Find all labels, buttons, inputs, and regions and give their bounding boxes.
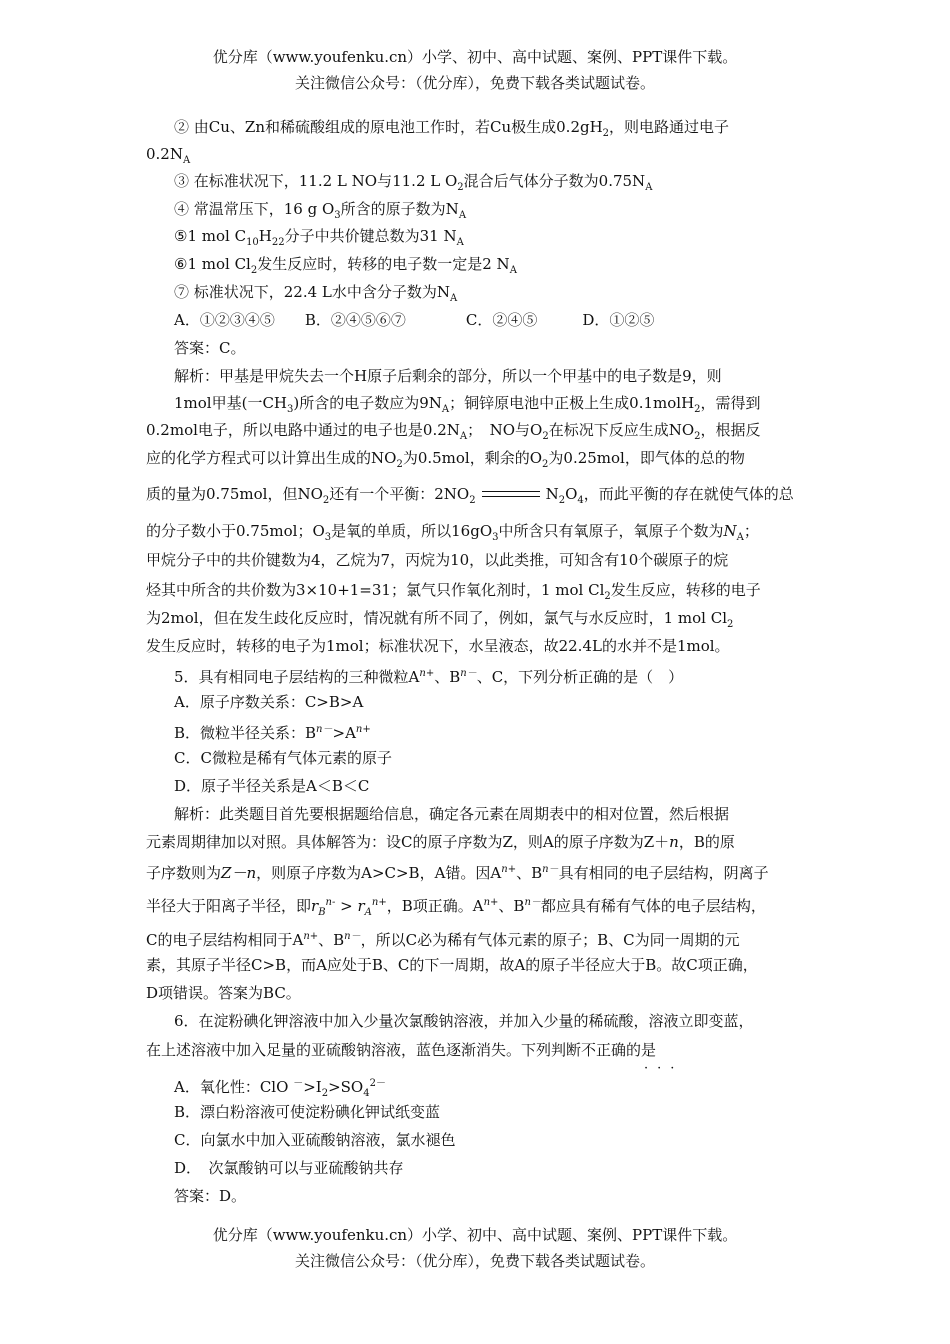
q4-analysis-line-10: 发生反应时，转移的电子为1mol；标准状况下，水呈液态，故22.4L的水并不是1mol。 xyxy=(146,637,730,655)
equilibrium-arrow xyxy=(482,488,540,502)
header-line-1: 优分库（www.youfenku.cn）小学、初中、高中试题、案例、PPT课件下载。 xyxy=(212,48,738,66)
q6-option-a: A．氧化性：ClO $^->I_2>SO_4^{2-}$ xyxy=(174,1078,386,1099)
q5-analysis-line-1: 解析：此类题目首先要根据题给信息，确定各元素在周期表中的相对位置，然后根据 xyxy=(174,805,730,823)
emphasis-dots: ··· xyxy=(644,1061,684,1076)
q5-option-b: B．微粒半径关系：$B^{n-}>A^{n+}$ xyxy=(174,724,371,742)
q5-analysis-line-2: 元素周期律加以对照。具体解答为：设C的原子序数为Z，则A的原子序数为Z＋n，B的原 xyxy=(146,833,735,851)
q5-stem: 5．具有相同电子层结构的三种微粒$A^{n+}$、$B^{n-}$、C，下列分析正确的是（ ） xyxy=(174,668,684,686)
footer-line-1: 优分库（www.youfenku.cn）小学、初中、高中试题、案例、PPT课件下载。 xyxy=(212,1226,738,1244)
q5-option-c: C．C微粒是稀有气体元素的原子 xyxy=(174,749,392,767)
q4-analysis-line-6: 的分子数小于0.75mol；$O_3$是氧的单质，所以$16gO_3$中所含只有氧原子，氧原子个数为$N_A$； xyxy=(146,522,759,543)
q6-stem-line-1: 6．在淀粉碘化钾溶液中加入少量次氯酸钠溶液，并加入少量的稀硫酸，溶液立即变蓝， xyxy=(174,1012,754,1030)
q5-analysis-line-7: D项错误。答案为BC。 xyxy=(146,984,301,1002)
q4-analysis-line-5: 质的量为0.75mol，但$NO_2$还有一个平衡：$2NO_2$ $N_2O_4$，而此平衡的存在就使气体的总 xyxy=(146,485,794,506)
q5-option-d: D．原子半径关系是A＜B＜C xyxy=(174,777,370,795)
q6-option-c: C．向氯水中加入亚硫酸钠溶液，氯水褪色 xyxy=(174,1131,456,1149)
q4-item-4: ④ 常温常压下，16 g $O_3$所含的原子数为$N_A$ xyxy=(174,200,467,221)
q5-analysis-line-4: 半径大于阳离子半径，即$r_B^{n-} > r_A^{n+}$，B项正确。$A^{n+}$、$B^{n-}$都应具有稀有气体的电子层结构， xyxy=(146,897,766,918)
q4-item-2-cont: $0.2N_A$ xyxy=(146,145,191,166)
q4-analysis-line-7: 甲烷分子中的共价键数为4，乙烷为7，丙烷为10，以此类推，可知含有10个碳原子的烷 xyxy=(146,551,729,569)
q4-analysis-line-3: 0.2mol电子，所以电路中通过的电子也是$0.2N_A$； NO与$O_2$在标况下反应生成$NO_2$，根据反 xyxy=(146,421,761,442)
q4-item-5: ⑤1 mol $C_{10}H_{22}$分子中共价键总数为31 $N_A$ xyxy=(174,227,464,248)
q5-option-a: A．原子序数关系：C>B>A xyxy=(174,693,364,711)
q6-option-d: D． 次氯酸钠可以与亚硫酸钠共存 xyxy=(174,1159,404,1177)
q4-analysis-line-2: 1mol甲基(一$CH_3$)所含的电子数应为$9N_A$；铜锌原电池中正极上生成0.1molH$_2$，需得到 xyxy=(174,394,761,415)
q6-stem-line-2: 在上述溶液中加入足量的亚硫酸钠溶液，蓝色逐渐消失。下列判断不正确的是 xyxy=(146,1041,657,1059)
q5-analysis-line-6: 素，其原子半径C>B，而A应处于B、C的下一周期，故A的原子半径应大于B。故C项正确， xyxy=(146,956,758,974)
q4-analysis-line-1: 解析：甲基是甲烷失去一个H原子后剩余的部分，所以一个甲基中的电子数是9，则 xyxy=(174,367,722,385)
q4-item-6: ⑥1 mol $Cl_2$发生反应时，转移的电子数一定是2 $N_A$ xyxy=(174,255,517,276)
q4-item-2: ② 由Cu、Zn和稀硫酸组成的原电池工作时，若Cu极生成$0.2gH_2$，则电路通过电子 xyxy=(174,118,730,139)
footer-line-2: 关注微信公众号：（优分库），免费下载各类试题试卷。 xyxy=(294,1252,655,1270)
q4-item-3: ③ 在标准状况下，11.2 L NO与11.2 L $O_2$混合后气体分子数为$0.75N_A$ xyxy=(174,172,653,193)
q4-analysis-line-8: 烃其中所含的共价数为3×10+1=31；氯气只作氧化剂时，1 mol $Cl_2$发生反应，转移的电子 xyxy=(146,581,761,602)
q5-analysis-line-3: 子序数则为Z－n，则原子序数为A>C>B，A错。因$A^{n+}$、$B^{n-}$具有相同的电子层结构，阴离子 xyxy=(146,864,769,882)
q4-analysis-line-9: 为2mol，但在发生歧化反应时，情况就有所不同了，例如，氯气与水反应时，1 mol $Cl_2$ xyxy=(146,609,734,630)
q6-answer: 答案：D。 xyxy=(174,1187,247,1205)
q4-answer: 答案：C。 xyxy=(174,339,246,357)
q4-analysis-line-4: 应的化学方程式可以计算出生成的$NO_2$为0.5mol，剩余的$O_2$为0.25mol，即气体的总的物 xyxy=(146,449,745,470)
q4-item-7: ⑦ 标准状况下，22.4 L水中含分子数为$N_A$ xyxy=(174,283,458,304)
q4-options: A．①②③④⑤ B．②④⑤⑥⑦ C．②④⑤ D．①②⑤ xyxy=(174,311,655,329)
header-line-2: 关注微信公众号：（优分库），免费下载各类试题试卷。 xyxy=(294,74,655,92)
q5-analysis-line-5: C的电子层结构相同于$A^{n+}$、$B^{n-}$，所以C必为稀有气体元素的原子；B、C为同一周期的元 xyxy=(146,931,740,949)
q6-option-b: B．漂白粉溶液可使淀粉碘化钾试纸变蓝 xyxy=(174,1103,441,1121)
